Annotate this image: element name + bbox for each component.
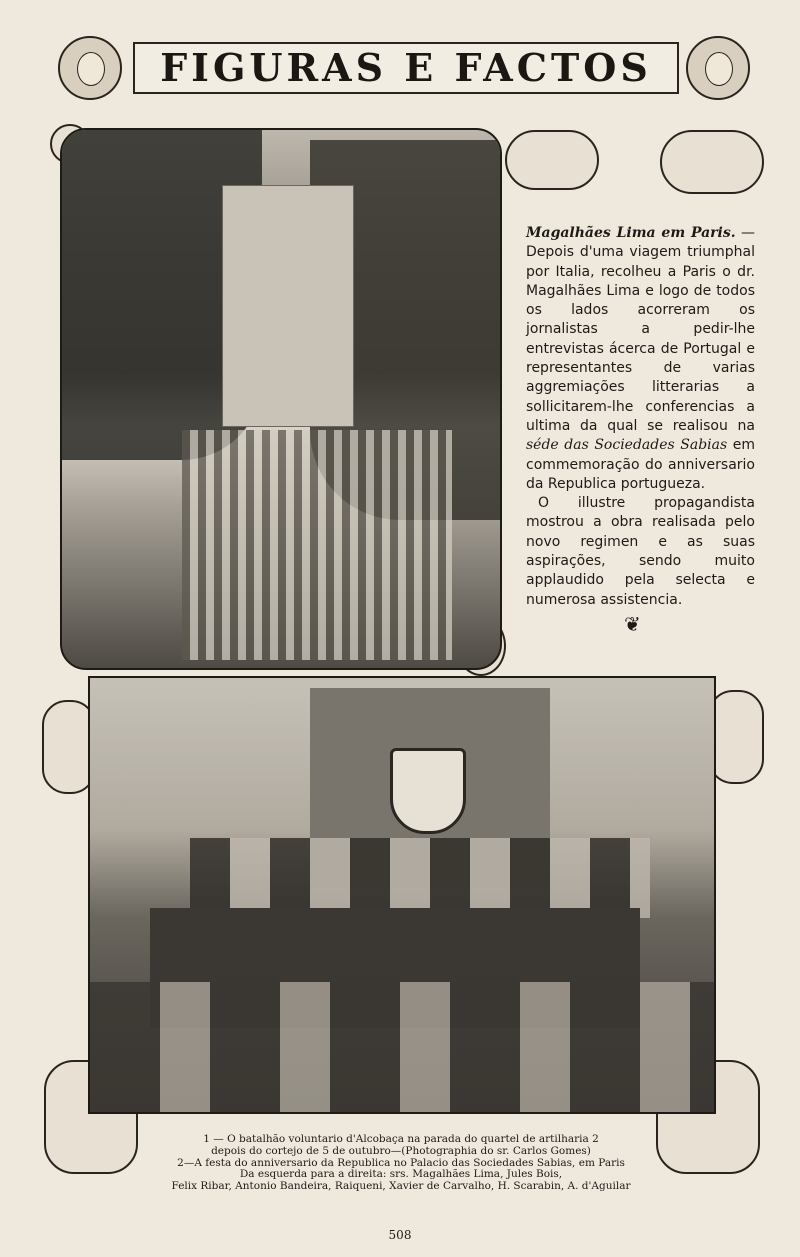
marching-battalion — [182, 430, 452, 660]
leaf-fleuron-icon: ❦ — [624, 612, 641, 636]
caption-line: Da esquerda para a direita: srs. Magalhães Lima, Jules Bois, — [239, 1168, 563, 1181]
ceremony-photo — [88, 676, 716, 1114]
article-italic-phrase: séde das Sociedades Sabias — [526, 437, 728, 454]
barracks-building — [222, 185, 354, 427]
woman-portrait-medallion-icon — [58, 36, 122, 100]
caption-line: depois do cortejo de 5 de outubro—(Photographia do sr. Carlos Gomes) — [211, 1144, 591, 1157]
article-body: — Depois d'uma viagem triumphal por Italia, recolheu a Paris o dr. Magalhães Lima e logo de todos os lados acorreram os jornalistas a pedir-lhe entrevistas ácerca de Portugal e representantes de varias aggremiações litterarias a sollicitarem-lhe conferencias a ultima da qual se realisou na — [526, 225, 755, 434]
article-text — [526, 224, 755, 610]
page-title: FIGURAS E FACTOS — [160, 45, 652, 90]
floral-ornament-icon — [660, 130, 764, 194]
page-number: 508 — [388, 1228, 412, 1242]
article-paragraph: O illustre propagandista mostrou a obra realisada pelo novo regimen e as suas aspirações, sendo muito applaudido pela selecta e numerosa assistencia. — [526, 495, 755, 608]
seated-dignitaries — [190, 838, 650, 918]
woman-portrait-medallion-icon — [686, 36, 750, 100]
title-box — [133, 42, 679, 94]
coat-of-arms-shield-icon — [390, 748, 466, 834]
photo-caption — [60, 1134, 742, 1193]
caption-line: Felix Ribar, Antonio Bandeira, Raiqueni, Xavier de Carvalho, H. Scarabin, A. d'Aguilar — [171, 1180, 631, 1193]
article-lead-title: Magalhães Lima em Paris. — [526, 225, 736, 241]
floral-ornament-icon — [505, 130, 599, 190]
parade-photo — [60, 128, 502, 670]
article-body: em commemoração do anniversario da Republica portugueza. — [526, 437, 755, 492]
masthead — [48, 36, 760, 96]
caption-line: 1 — O batalhão voluntario d'Alcobaça na parada do quartel de artilharia 2 — [203, 1133, 599, 1145]
lily-ornament-icon — [708, 690, 764, 784]
article-paragraph — [526, 224, 755, 494]
audience — [90, 982, 714, 1112]
caption-line: 2—A festa do anniversario da Republica no Palacio das Sociedades Sabias, em Paris — [177, 1156, 625, 1169]
